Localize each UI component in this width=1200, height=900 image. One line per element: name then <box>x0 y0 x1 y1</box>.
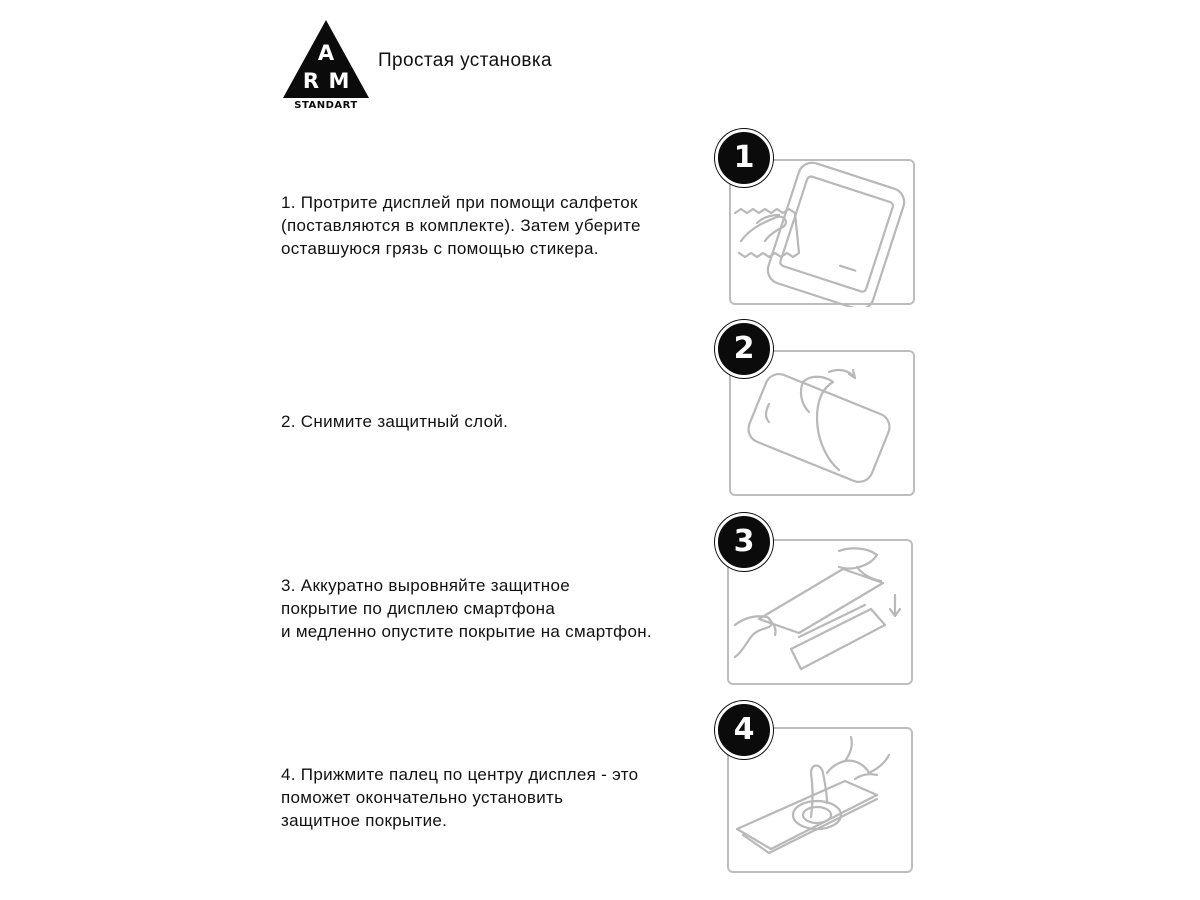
step-4-line: поможет окончательно установить <box>281 788 564 807</box>
step-3-line: покрытие по дисплею смартфона <box>281 599 556 618</box>
step-4-text <box>281 763 638 832</box>
step-4-line: защитное покрытие. <box>281 811 448 830</box>
peel-film-icon <box>731 352 917 498</box>
step-4-badge: 4 <box>715 701 773 759</box>
step-1-line: оставшуюся грязь с помощью стикера. <box>281 239 599 258</box>
page-title: Простая установка <box>378 50 553 71</box>
step-1-line: (поставляются в комплекте). Затем уберите <box>281 216 641 235</box>
step-2-badge: 2 <box>715 320 773 378</box>
step-3-text <box>281 574 652 643</box>
step-1-line: 1. Протрите дисплей при помощи салфеток <box>281 193 638 212</box>
step-4-line: 4. Прижмите палец по центру дисплея - это <box>281 765 639 784</box>
step-1-badge: 1 <box>715 129 773 187</box>
logo-letter-a: A <box>317 41 335 65</box>
logo-letter-m: M <box>328 69 350 93</box>
step-2-line: 2. Снимите защитный слой. <box>281 412 509 431</box>
logo-letter-r: R <box>302 69 320 93</box>
brand-logo <box>281 18 371 110</box>
step-3-badge: 3 <box>715 513 773 571</box>
step-3-line: 3. Аккуратно выровняйте защитное <box>281 576 570 595</box>
step-3-line: и медленно опустите покрытие на смартфон. <box>281 622 652 641</box>
step-2-text <box>281 410 508 433</box>
wipe-screen-icon <box>731 161 917 307</box>
logo-wordmark: STANDART <box>294 100 358 110</box>
step-1-text <box>281 191 641 260</box>
